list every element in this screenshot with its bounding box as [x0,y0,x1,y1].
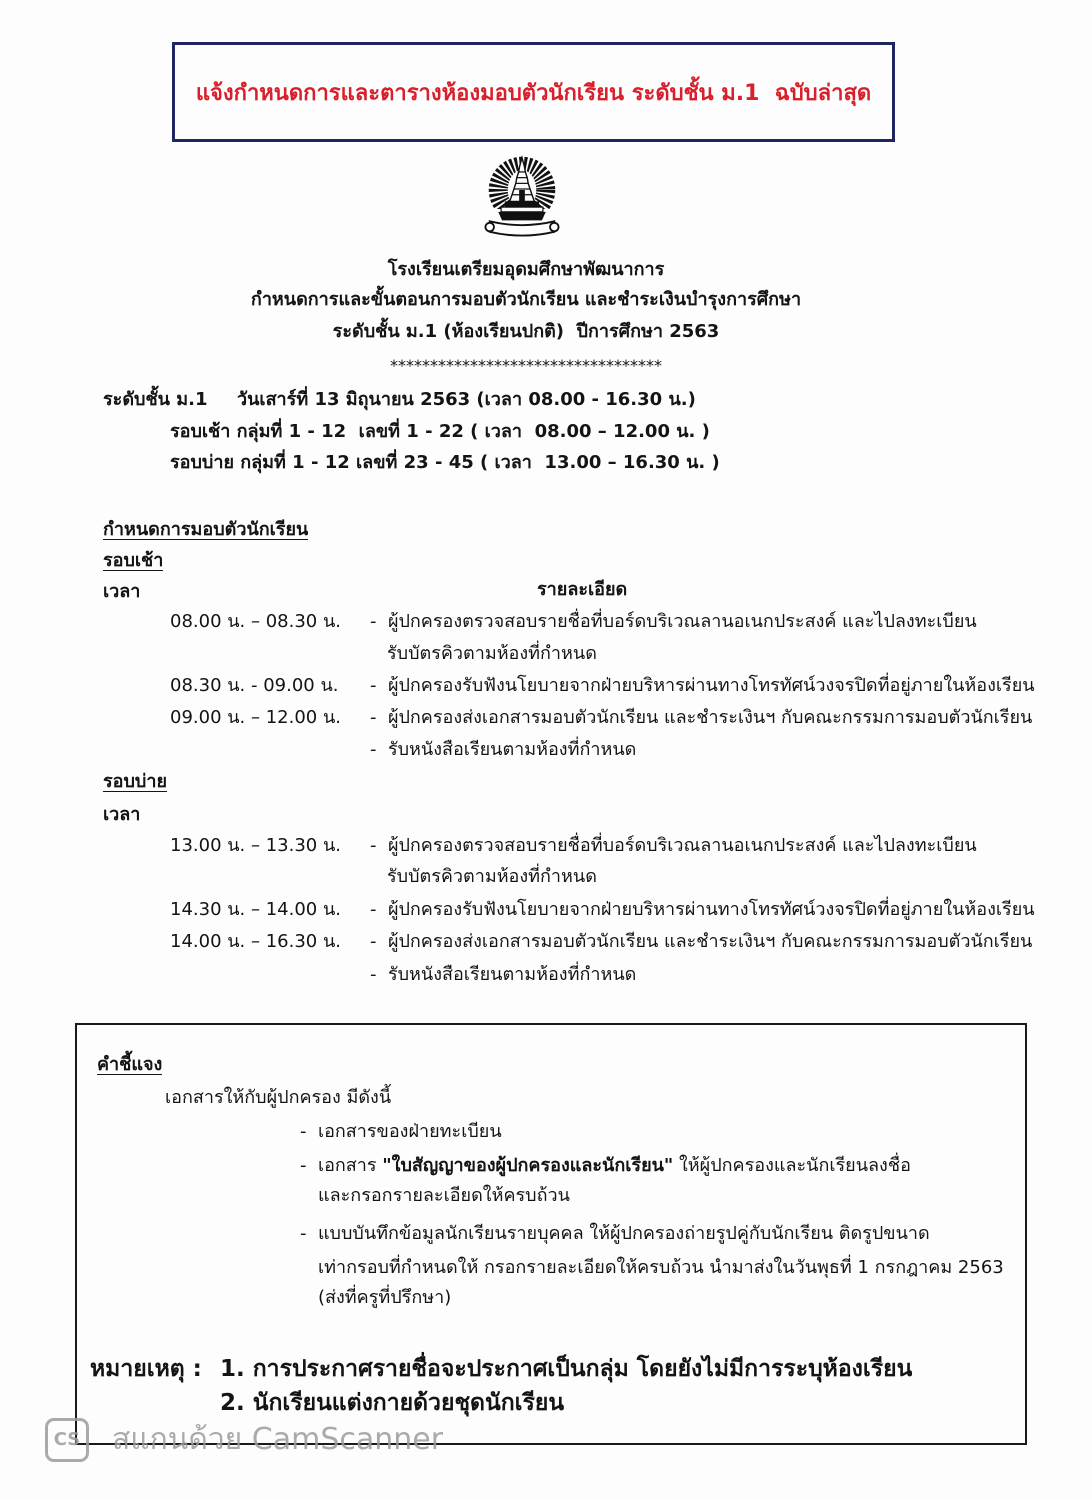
morning-row-detail: - รับหนังสือเรียนตามห้องที่กำหนด [370,739,637,760]
notes-item-contract [300,1154,911,1178]
level-and-year: ระดับชั้น ม.1 (ห้องเรียนปกติ) ปีการศึกษา 2563 [332,321,720,342]
phra-kiao-emblem-icon [484,152,560,247]
star-separator: ********************************** [390,356,662,375]
scanner-watermark: สแกนด้วย CamScanner [112,1422,444,1457]
notes-item-record: - แบบบันทึกข้อมูลนักเรียนรายบุคคล ให้ผู้ปกครองถ่ายรูปคู่กับนักเรียน ติดรูปขนาด [300,1223,930,1244]
afternoon-row-detail: รับบัตรคิวตามห้องที่กำหนด [387,866,597,887]
notes-item-record-continuation: (ส่งที่ครูที่ปรึกษา) [318,1287,452,1308]
notice-banner [172,42,895,142]
notes-item-contract-suffix: ให้ผู้ปกครองและนักเรียนลงชื่อ [673,1155,911,1176]
summary-date: วันเสาร์ที่ 13 มิถุนายน 2563 (เวลา 08.00 - 16.30 น.) [237,389,696,410]
notes-intro: เอกสารให้กับผู้ปกครอง มีดังนี้ [165,1087,392,1108]
school-name: โรงเรียนเตรียมอุดมศึกษาพัฒนาการ [387,259,665,280]
morning-row-detail: - ผู้ปกครองส่งเอกสารมอบตัวนักเรียน และชำระเงินฯ กับคณะกรรมการมอบตัวนักเรียน [370,707,1033,728]
document-subtitle: กำหนดการและขั้นตอนการมอบตัวนักเรียน และชำระเงินบำรุงการศึกษา [250,289,802,310]
morning-row-detail: - ผู้ปกครองตรวจสอบรายชื่อที่บอร์ดบริเวณลานอเนกประสงค์ และไปลงทะเบียน [370,611,977,632]
summary-level: ระดับชั้น ม.1 [103,389,208,410]
afternoon-row-time: 13.00 น. – 13.30 น. [170,835,341,856]
morning-row-time: 09.00 น. – 12.00 น. [170,707,341,728]
notes-item-contract-document-name: "ใบสัญญาของผู้ปกครองและนักเรียน" [382,1155,674,1176]
afternoon-row-detail: - ผู้ปกครองส่งเอกสารมอบตัวนักเรียน และชำระเงินฯ กับคณะกรรมการมอบตัวนักเรียน [370,931,1033,952]
morning-row-time: 08.00 น. – 08.30 น. [170,611,341,632]
afternoon-row-detail: - ผู้ปกครองรับฟังนโยบายจากฝ่ายบริหารผ่านทางโทรทัศน์วงจรปิดที่อยู่ภายในห้องเรียน [370,899,1035,920]
notes-heading: คำชี้แจง [97,1054,163,1075]
notes-item-contract-continuation: และกรอกรายละเอียดให้ครบถ้วน [318,1185,570,1206]
remark-item: 1. การประกาศรายชื่อจะประกาศเป็นกลุ่ม โดยยังไม่มีการระบุห้องเรียน [220,1356,913,1382]
schedule-heading: กำหนดการมอบตัวนักเรียน [103,519,309,540]
afternoon-row-time: 14.00 น. – 16.30 น. [170,931,341,952]
remarks-label: หมายเหตุ : [90,1356,202,1382]
morning-row-detail: รับบัตรคิวตามห้องที่กำหนด [387,643,597,664]
notes-item-record-continuation: เท่ากรอบที่กำหนดให้ กรอกรายละเอียดให้ครบถ้วน นำมาส่งในวันพุธที่ 1 กรกฎาคม 2563 [318,1257,1004,1278]
afternoon-row-time: 14.30 น. – 14.00 น. [170,899,341,920]
afternoon-row-detail: - ผู้ปกครองตรวจสอบรายชื่อที่บอร์ดบริเวณลานอเนกประสงค์ และไปลงทะเบียน [370,835,977,856]
summary-morning-round: รอบเช้า กลุ่มที่ 1 - 12 เลขที่ 1 - 22 ( เวลา 08.00 – 12.00 น. ) [170,421,710,442]
notice-title: แจ้งกำหนดการและตารางห้องมอบตัวนักเรียน ระดับชั้น ม.1 ฉบับล่าสุด [195,80,872,106]
emblem-ribbon [490,221,555,235]
morning-row-detail: - ผู้ปกครองรับฟังนโยบายจากฝ่ายบริหารผ่านทางโทรทัศน์วงจรปิดที่อยู่ภายในห้องเรียน [370,675,1035,696]
morning-row-time: 08.30 น. - 09.00 น. [170,675,339,696]
notes-item-registration: - เอกสารของฝ่ายทะเบียน [300,1121,502,1142]
remark-item: 2. นักเรียนแต่งกายด้วยชุดนักเรียน [220,1390,565,1416]
afternoon-round-label: รอบบ่าย [103,771,167,792]
summary-afternoon-round: รอบบ่าย กลุ่มที่ 1 - 12 เลขที่ 23 - 45 ( เวลา 13.00 – 16.30 น. ) [170,452,720,473]
detail-column-label: รายละเอียด [537,579,628,600]
notes-item-contract-prefix: - เอกสาร [300,1155,383,1176]
afternoon-row-detail: - รับหนังสือเรียนตามห้องที่กำหนด [370,964,637,985]
morning-time-column-label: เวลา [103,581,141,602]
afternoon-time-column-label: เวลา [103,804,141,825]
morning-round-label: รอบเช้า [103,550,164,571]
camscanner-logo-icon: CS [45,1418,89,1462]
